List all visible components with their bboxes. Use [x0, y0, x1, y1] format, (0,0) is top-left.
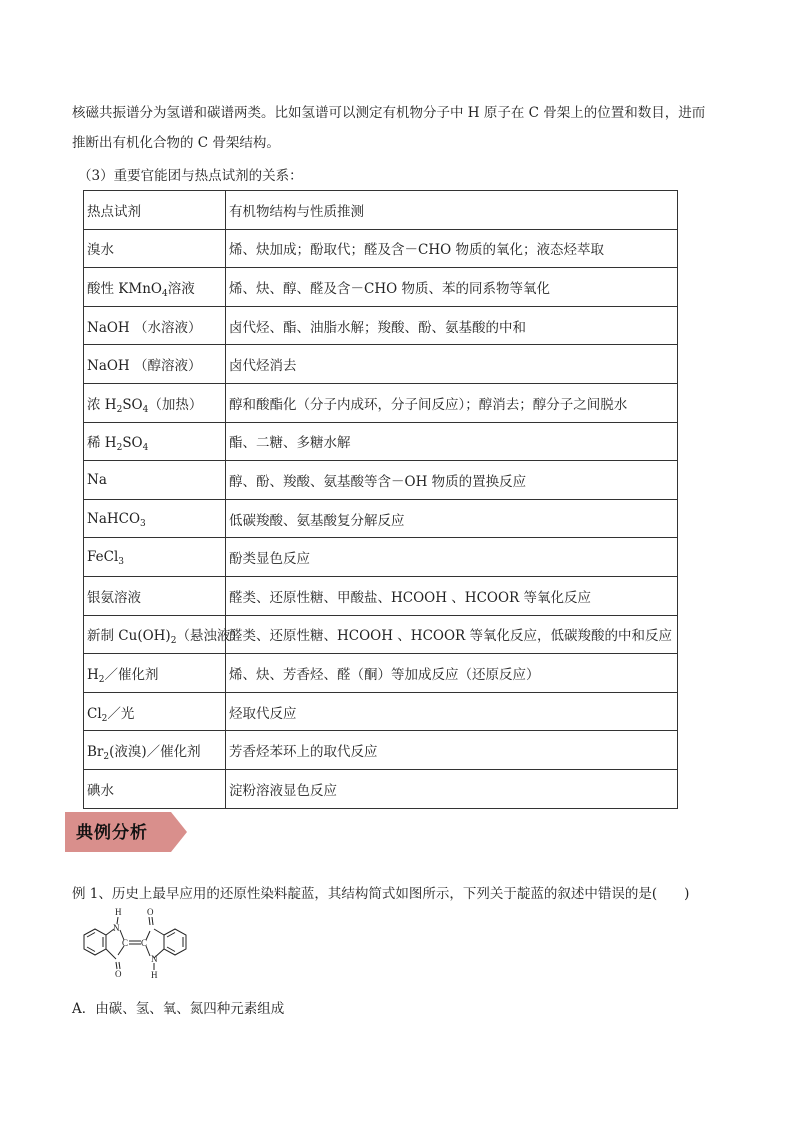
reagent-text-part: 2 — [103, 752, 110, 763]
reagent-text-part: NaHCO — [87, 510, 141, 527]
reagent-text-part: 碘水 — [87, 782, 114, 799]
reagent-cell — [84, 383, 226, 422]
reagent-cell — [84, 615, 244, 654]
reagent-text-part: 浓 H — [87, 396, 117, 413]
reagent-text-part: SO — [122, 435, 143, 452]
reagent-text-part: FeCl — [87, 549, 119, 566]
table-row — [84, 229, 678, 268]
section-3-heading: （3）重要官能团与热点试剂的关系： — [78, 168, 303, 184]
reagent-text-part: SO — [122, 396, 143, 413]
table-row — [84, 769, 678, 808]
table-row — [84, 345, 678, 384]
inference-cell: 低碳羧酸、氨基酸复分解反应 — [226, 499, 678, 538]
reagent-text-part: 稀 H — [87, 435, 117, 452]
reagent-cell — [84, 692, 226, 731]
reagent-text-part: NaOH （水溶液） — [87, 319, 202, 336]
table-row — [84, 383, 678, 422]
reagent-cell — [84, 268, 226, 307]
inference-cell: 芳香烃苯环上的取代反应 — [226, 731, 678, 770]
reagent-cell — [84, 576, 226, 615]
reagent-text-part: Na — [87, 471, 107, 488]
table-header-row — [84, 191, 678, 230]
reagent-text-part: 溶液 — [167, 280, 195, 297]
reagent-text-part: (液溴)／催化剂 — [109, 744, 201, 761]
reagent-table — [83, 190, 678, 809]
inference-cell: 酯、二糖、多糖水解 — [226, 422, 678, 461]
table-row — [84, 461, 678, 500]
inference-cell: 酚类显色反应 — [226, 538, 678, 577]
reagent-text-part: 2 — [116, 443, 123, 454]
reagent-text-part: 2 — [170, 636, 177, 647]
reagent-text-part: 2 — [98, 674, 105, 685]
reagent-text-part: 3 — [140, 518, 146, 529]
reagent-cell — [84, 654, 226, 693]
atom-o-top: O — [147, 907, 154, 917]
inference-cell: 卤代烃、酯、油脂水解；羧酸、酚、氨基酸的中和 — [226, 306, 678, 345]
reagent-cell — [84, 731, 226, 770]
reagent-text-part: （加热） — [148, 396, 203, 413]
atom-o-bottom: O — [115, 969, 122, 979]
table-row — [84, 422, 678, 461]
reagent-text-part: Cl — [87, 705, 102, 722]
reagent-text-part: 溴水 — [87, 242, 114, 259]
section-title: 典例分析 — [76, 823, 148, 843]
intro-line-1: 核磁共振谱分为氢谱和碳谱两类。比如氢谱可以测定有机物分子中 H 原子在 C 骨架上的位置和数目，进而 — [72, 105, 706, 121]
reagent-text-part: 2 — [116, 404, 123, 415]
header-inference: 有机物结构与性质推测 — [226, 191, 678, 230]
reagent-cell — [84, 461, 226, 500]
atom-c-right: C — [141, 938, 148, 948]
example-1-question: 例 1、历史上最早应用的还原性染料靛蓝，其结构简式如图所示，下列关于靛蓝的叙述中错误的是( ) — [72, 886, 690, 902]
inference-cell: 醛类、还原性糖、甲酸盐、HCOOH 、HCOOR 等氧化反应 — [226, 576, 678, 615]
inference-cell: 烯、炔、醇、醛及含－CHO 物质、苯的同系物等氧化 — [226, 268, 678, 307]
atom-h-bottom: H — [151, 970, 158, 980]
indigo-structure — [70, 905, 190, 990]
table-row — [84, 538, 678, 577]
reagent-text-part: H — [87, 666, 99, 683]
atom-h-top: H — [115, 907, 122, 917]
reagent-cell — [84, 538, 226, 577]
table-row — [84, 499, 678, 538]
reagent-text-part: 4 — [142, 404, 149, 415]
reagent-text-part: 银氨溶液 — [87, 589, 141, 606]
atom-n-bottom: N — [151, 954, 158, 964]
reagent-text-part: 酸性 KMnO — [87, 280, 162, 297]
inference-cell: 醛类、还原性糖、HCOOH 、HCOOR 等氧化反应，低碳羧酸的中和反应 — [226, 615, 678, 654]
reagent-cell — [84, 499, 226, 538]
option-a: A．由碳、氢、氧、氮四种元素组成 — [72, 1001, 285, 1017]
inference-cell: 烯、炔、芳香烃、醛（酮）等加成反应（还原反应） — [226, 654, 678, 693]
reagent-cell — [84, 345, 226, 384]
header-reagent: 热点试剂 — [84, 191, 226, 230]
inference-cell: 烯、炔加成；酚取代；醛及含－CHO 物质的氧化；液态烃萃取 — [226, 229, 678, 268]
reagent-text-part: Br — [87, 744, 104, 761]
table-row — [84, 615, 678, 654]
atom-c-left: C — [122, 938, 129, 948]
reagent-cell — [84, 769, 226, 808]
table-row — [84, 654, 678, 693]
reagent-text-part: 2 — [101, 713, 108, 724]
inference-cell: 淀粉溶液显色反应 — [226, 769, 678, 808]
table-row — [84, 576, 678, 615]
reagent-text-part: ／催化剂 — [104, 666, 159, 683]
inference-cell: 烃取代反应 — [226, 692, 678, 731]
intro-line-2: 推断出有机化合物的 C 骨架结构。 — [72, 135, 280, 151]
atom-n-top: N — [113, 923, 120, 933]
reagent-text-part: NaOH （醇溶液） — [87, 358, 202, 375]
table-row — [84, 692, 678, 731]
reagent-text-part: 3 — [118, 557, 124, 568]
reagent-text-part: 新制 Cu(OH) — [87, 628, 171, 645]
table-row — [84, 268, 678, 307]
inference-cell: 卤代烃消去 — [226, 345, 678, 384]
table-row — [84, 731, 678, 770]
inference-cell: 醇、酚、羧酸、氨基酸等含－OH 物质的置换反应 — [226, 461, 678, 500]
reagent-text-part: 4 — [161, 288, 168, 299]
reagent-cell — [84, 229, 226, 268]
reagent-text-part: （悬浊液） — [176, 628, 244, 645]
reagent-cell — [84, 422, 226, 461]
table-row — [84, 306, 678, 345]
reagent-text-part: ／光 — [107, 705, 135, 722]
inference-cell: 醇和酸酯化（分子内成环，分子间反应）；醇消去；醇分子之间脱水 — [226, 383, 678, 422]
reagent-cell — [84, 306, 226, 345]
reagent-text-part: 4 — [142, 443, 149, 454]
